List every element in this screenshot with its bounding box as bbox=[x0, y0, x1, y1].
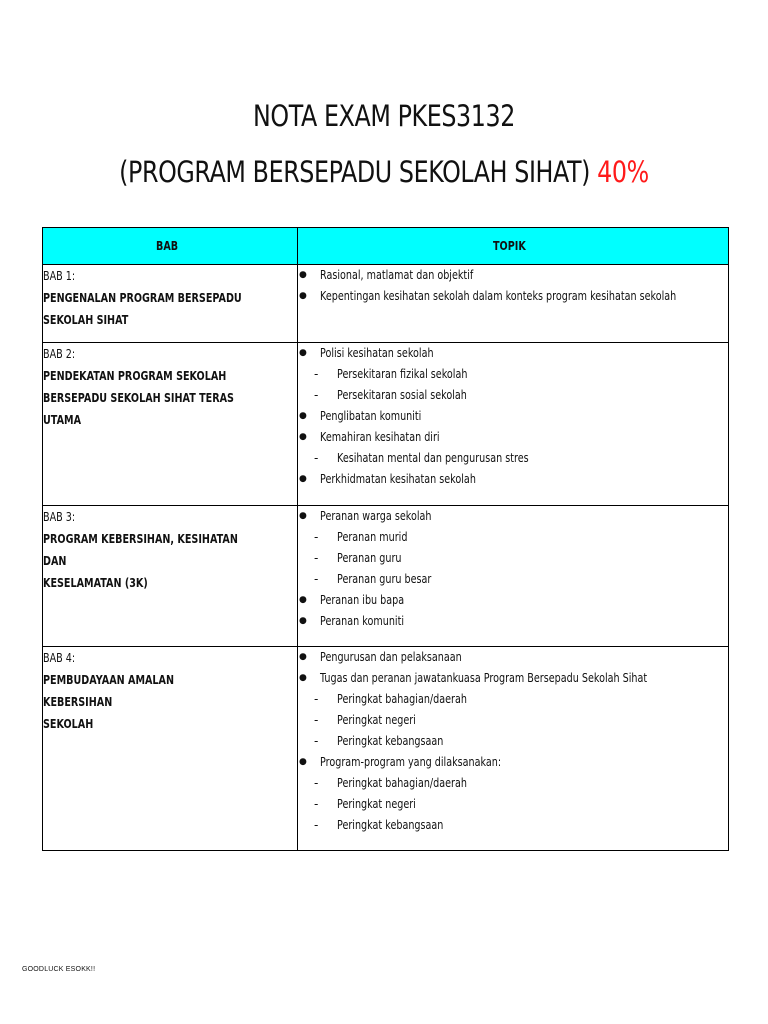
bullet-icon: ● bbox=[299, 511, 307, 521]
topik-cell bbox=[298, 265, 729, 343]
topic-text: Perkhidmatan kesihatan sekolah bbox=[320, 472, 476, 486]
topik-cell bbox=[298, 506, 729, 647]
bullet-icon: ● bbox=[299, 595, 307, 605]
dash-icon: - bbox=[314, 367, 319, 381]
table-row bbox=[43, 265, 729, 343]
topic-text: Peranan warga sekolah bbox=[320, 509, 432, 523]
subtopic-item bbox=[298, 815, 728, 836]
topic-item bbox=[298, 469, 728, 490]
table-body bbox=[43, 265, 729, 851]
topic-item bbox=[298, 286, 728, 307]
topic-text: Persekitaran sosial sekolah bbox=[337, 388, 467, 402]
bab-cell bbox=[43, 343, 298, 506]
subtopic-item bbox=[298, 569, 728, 590]
dash-icon: - bbox=[314, 776, 319, 790]
topic-list bbox=[298, 506, 728, 632]
topic-text: Pengurusan dan pelaksanaan bbox=[320, 650, 462, 664]
table-row bbox=[43, 343, 729, 506]
topic-list bbox=[298, 343, 728, 490]
subtopic-item bbox=[298, 689, 728, 710]
topic-text: Peranan komuniti bbox=[320, 614, 404, 628]
bullet-icon: ● bbox=[299, 348, 307, 358]
dash-icon: - bbox=[314, 713, 319, 727]
bab-number: BAB 1: bbox=[43, 269, 76, 283]
topic-text: Peringkat negeri bbox=[337, 797, 416, 811]
footer-note: GOODLUCK ESOKK!! bbox=[22, 966, 96, 973]
topic-text: Peringkat kebangsaan bbox=[337, 734, 444, 748]
topik-cell bbox=[298, 647, 729, 851]
topic-text: Polisi kesihatan sekolah bbox=[320, 346, 434, 360]
topic-item bbox=[298, 647, 728, 668]
topic-text: Peranan ibu bapa bbox=[320, 593, 405, 607]
topic-text: Penglibatan komuniti bbox=[320, 409, 422, 423]
topic-item bbox=[298, 506, 728, 527]
weightage-percent: 40% bbox=[597, 155, 649, 189]
subtopic-item bbox=[298, 385, 728, 406]
bullet-icon: ● bbox=[299, 411, 307, 421]
header-bab: BAB bbox=[43, 228, 298, 265]
bab-cell bbox=[43, 647, 298, 851]
topic-text: Peringkat kebangsaan bbox=[337, 818, 444, 832]
table-header-row bbox=[43, 228, 729, 265]
subtopic-item bbox=[298, 794, 728, 815]
topic-item bbox=[298, 752, 728, 773]
bab-title: PENGENALAN PROGRAM BERSEPADU SEKOLAH SIHAT bbox=[43, 291, 242, 327]
dash-icon: - bbox=[314, 818, 319, 832]
dash-icon: - bbox=[314, 388, 319, 402]
dash-icon: - bbox=[314, 692, 319, 706]
bab-cell bbox=[43, 506, 298, 647]
topic-item bbox=[298, 668, 728, 689]
title-text: NOTA EXAM PKES3132 bbox=[253, 99, 515, 133]
bab-title: PENDEKATAN PROGRAM SEKOLAH BERSEPADU SEKOLAH SIHAT TERAS UTAMA bbox=[43, 369, 234, 427]
topic-item bbox=[298, 611, 728, 632]
dash-icon: - bbox=[314, 451, 319, 465]
bullet-icon: ● bbox=[299, 616, 307, 626]
topic-text: Peringkat bahagian/daerah bbox=[337, 692, 467, 706]
topic-text: Peranan guru bbox=[337, 551, 402, 565]
topic-text: Kepentingan kesihatan sekolah dalam konteks program kesihatan sekolah bbox=[320, 289, 677, 303]
topic-text: Persekitaran fizikal sekolah bbox=[337, 367, 468, 381]
document-title bbox=[69, 99, 699, 133]
document-subtitle bbox=[69, 155, 699, 189]
bab-number: BAB 3: bbox=[43, 510, 76, 524]
topic-item bbox=[298, 406, 728, 427]
topic-list bbox=[298, 265, 728, 307]
dash-icon: - bbox=[314, 797, 319, 811]
topic-item bbox=[298, 427, 728, 448]
topic-text: Kemahiran kesihatan diri bbox=[320, 430, 440, 444]
topik-cell bbox=[298, 343, 729, 506]
subtopic-item bbox=[298, 548, 728, 569]
bab-title: PEMBUDAYAAN AMALAN KEBERSIHAN SEKOLAH bbox=[43, 673, 175, 731]
subtopic-item bbox=[298, 773, 728, 794]
bullet-icon: ● bbox=[299, 757, 307, 767]
bab-number: BAB 2: bbox=[43, 347, 76, 361]
bab-number: BAB 4: bbox=[43, 651, 76, 665]
header-topik: TOPIK bbox=[298, 228, 729, 265]
bab-cell bbox=[43, 265, 298, 343]
bullet-icon: ● bbox=[299, 673, 307, 683]
dash-icon: - bbox=[314, 530, 319, 544]
topic-text: Peranan murid bbox=[337, 530, 408, 544]
subtopic-item bbox=[298, 527, 728, 548]
topics-table bbox=[42, 227, 729, 851]
bullet-icon: ● bbox=[299, 270, 307, 280]
table-row bbox=[43, 647, 729, 851]
subtopic-item bbox=[298, 731, 728, 752]
topic-text: Rasional, matlamat dan objektif bbox=[320, 268, 474, 282]
topic-list bbox=[298, 647, 728, 836]
table-row bbox=[43, 506, 729, 647]
dash-icon: - bbox=[314, 572, 319, 586]
bullet-icon: ● bbox=[299, 474, 307, 484]
topic-text: Peringkat bahagian/daerah bbox=[337, 776, 467, 790]
topic-item bbox=[298, 590, 728, 611]
bullet-icon: ● bbox=[299, 432, 307, 442]
topic-text: Peranan guru besar bbox=[337, 572, 432, 586]
bab-title: PROGRAM KEBERSIHAN, KESIHATAN DAN KESELAMATAN (3K) bbox=[43, 532, 238, 590]
subtopic-item bbox=[298, 710, 728, 731]
dash-icon: - bbox=[314, 734, 319, 748]
topic-text: Kesihatan mental dan pengurusan stres bbox=[337, 451, 529, 465]
topic-text: Tugas dan peranan jawatankuasa Program Bersepadu Sekolah Sihat bbox=[320, 671, 648, 685]
bullet-icon: ● bbox=[299, 652, 307, 662]
subtopic-item bbox=[298, 448, 728, 469]
subtitle-text: (PROGRAM BERSEPADU SEKOLAH SIHAT) bbox=[119, 155, 591, 189]
subtopic-item bbox=[298, 364, 728, 385]
topic-item bbox=[298, 265, 728, 286]
bullet-icon: ● bbox=[299, 291, 307, 301]
topic-text: Program-program yang dilaksanakan: bbox=[320, 755, 502, 769]
topic-text: Peringkat negeri bbox=[337, 713, 416, 727]
dash-icon: - bbox=[314, 551, 319, 565]
topic-item bbox=[298, 343, 728, 364]
